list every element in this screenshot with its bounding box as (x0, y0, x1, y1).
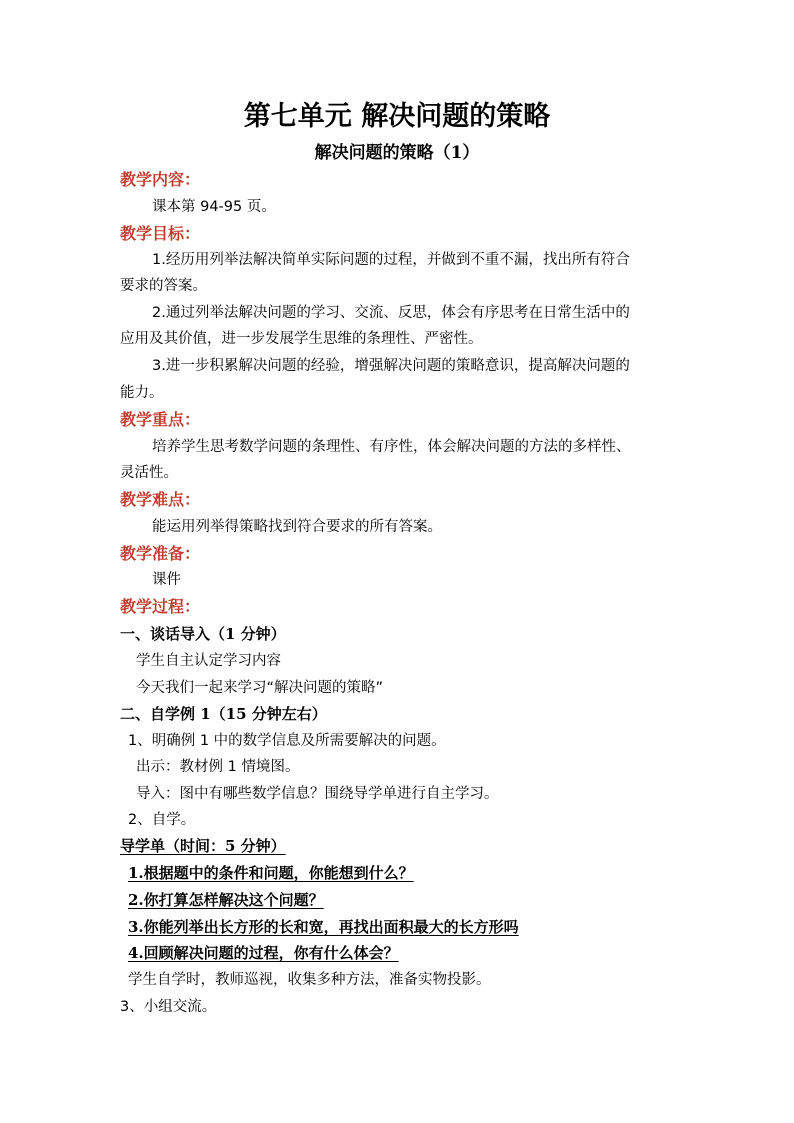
step-2-line-5: 学生自学时，教师巡视，收集多种方法，准备实物投影。 (128, 972, 491, 988)
preparation-text: 课件 (152, 572, 181, 588)
guide-item-2: 2.你打算怎样解决这个问题？ (128, 891, 324, 909)
goal-2-line-1: 2.通过列举法解决问题的学习、交流、反思，体会有序思考在日常生活中的 (152, 305, 630, 321)
heading-preparation: 教学准备： (120, 544, 201, 563)
heading-difficulty: 教学难点： (120, 490, 201, 509)
goal-3-line-2: 能力。 (120, 385, 164, 401)
goal-1-line-2: 要求的答案。 (120, 278, 207, 294)
goal-3-line-1: 3.进一步积累解决问题的经验，增强解决问题的策略意识，提高解决问题的 (152, 358, 630, 374)
step-2-line-6: 3、小组交流。 (120, 999, 217, 1015)
guide-item-4: 4.回顾解决问题的过程，你有什么体会？ (128, 944, 399, 962)
goal-1-line-1: 1.经历用列举法解决简单实际问题的过程，并做到不重不漏，找出所有符合 (152, 252, 630, 268)
heading-process: 教学过程： (120, 597, 201, 616)
goal-2-line-2: 应用及其价值，进一步发展学生思维的条理性、严密性。 (120, 331, 483, 347)
difficulty-text: 能运用列举得策略找到符合要求的所有答案。 (152, 519, 442, 535)
heading-key-points: 教学重点： (120, 410, 201, 429)
heading-teaching-content: 教学内容： (120, 170, 201, 189)
process-step-2: 二、自学例 1（15 分钟左右） (120, 705, 327, 723)
document-title: 第七单元 解决问题的策略 (243, 101, 551, 132)
document-subtitle: 解决问题的策略（1） (314, 143, 480, 163)
guide-item-1: 1.根据题中的条件和问题，你能想到什么？ (128, 864, 414, 882)
step-1-line-2: 今天我们一起来学习“解决问题的策略” (136, 680, 384, 696)
guide-item-3: 3.你能列举出长方形的长和宽，再找出面积最大的长方形吗 (128, 918, 519, 936)
step-2-line-3: 导入：图中有哪些数学信息？围绕导学单进行自主学习。 (136, 786, 499, 802)
step-2-line-1: 1、明确例 1 中的数学信息及所需要解决的问题。 (128, 733, 446, 749)
key-points-line-1: 培养学生思考数学问题的条理性、有序性，体会解决问题的方法的多样性、 (152, 439, 631, 455)
step-2-line-2: 出示：教材例 1 情境图。 (136, 759, 300, 775)
key-points-line-2: 灵活性。 (120, 465, 178, 481)
process-step-1: 一、谈话导入（1 分钟） (120, 625, 286, 643)
heading-teaching-goals: 教学目标： (120, 224, 201, 243)
teaching-content-text: 课本第 94-95 页。 (152, 199, 276, 215)
step-1-line-1: 学生自主认定学习内容 (136, 653, 281, 669)
step-2-line-4: 2、自学。 (128, 812, 196, 828)
guide-sheet-title: 导学单（时间：5 分钟） (120, 837, 286, 855)
